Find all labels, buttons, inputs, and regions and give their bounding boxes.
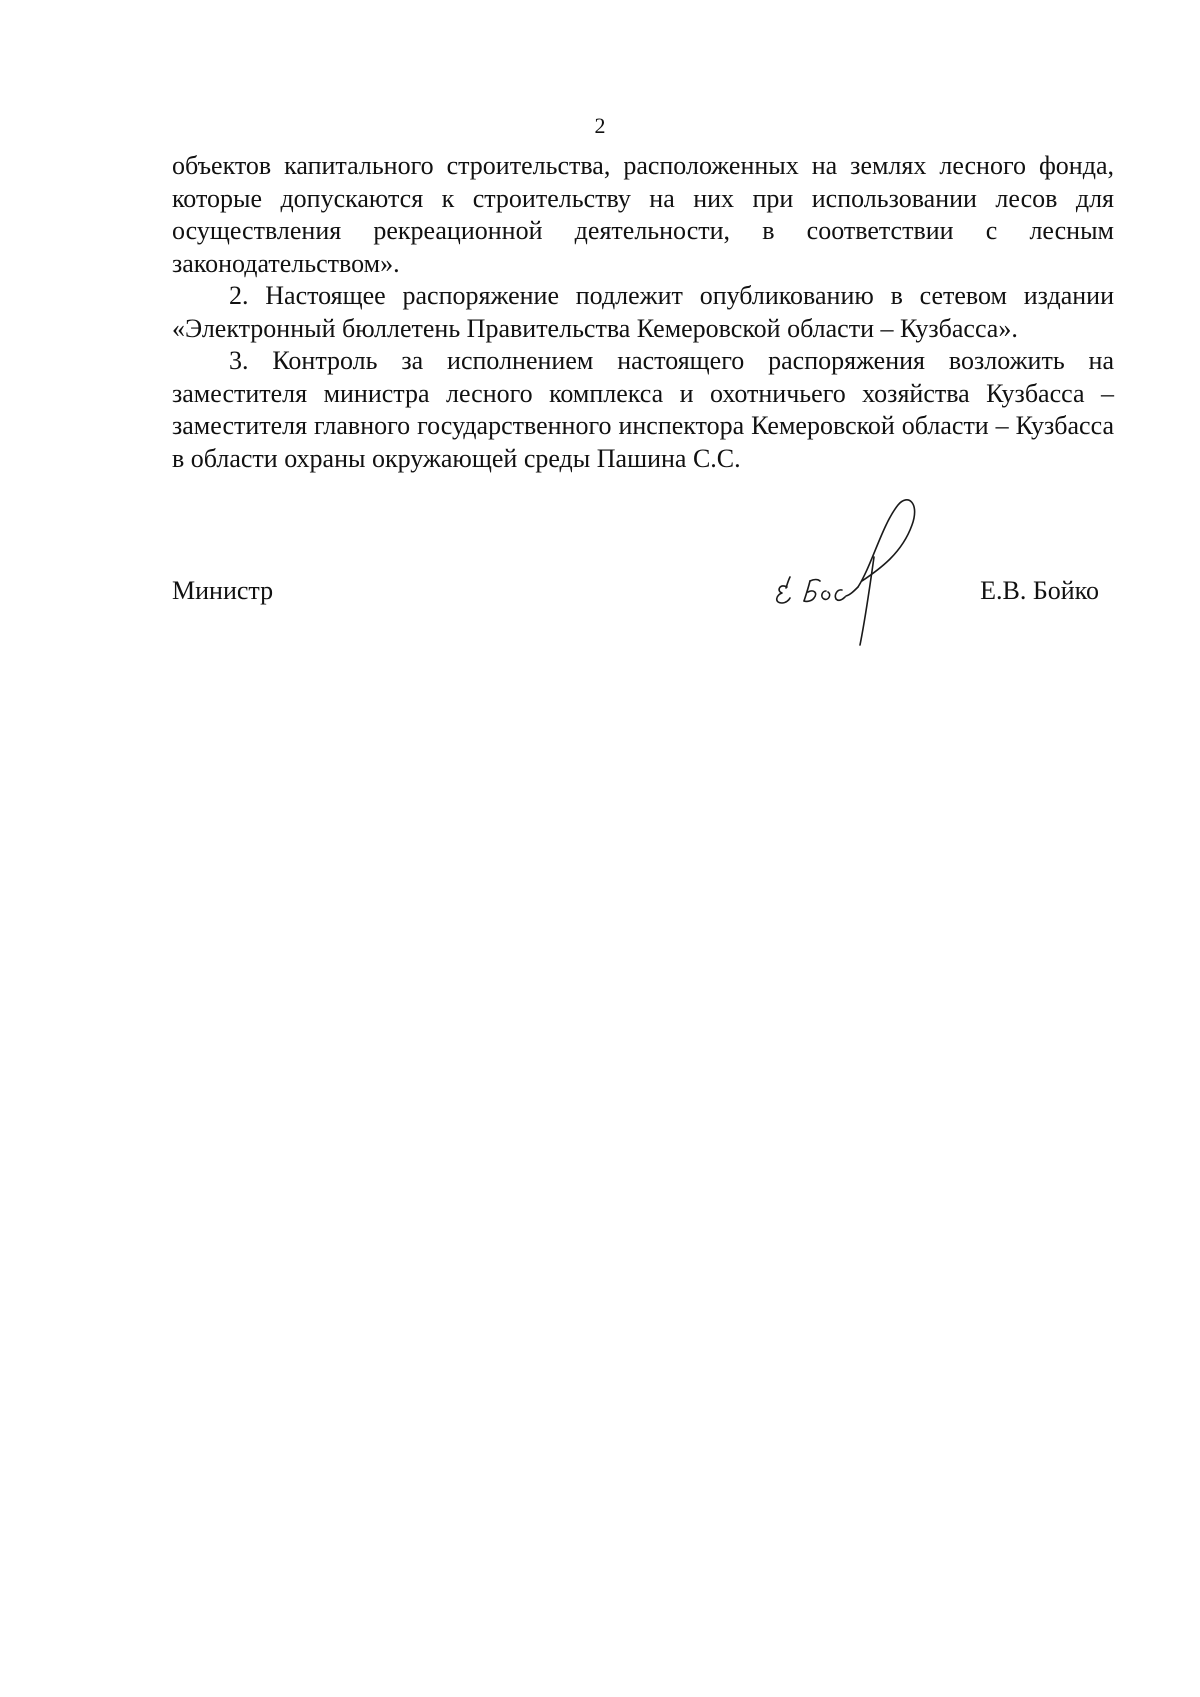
paragraph-continuation: объектов капитального строительства, расположенных на землях лесного фонда, которые допускаются к строительству на них при использовании лесов для осуществления рекреационной деятельности, в соответствии с лесным законодательством». — [172, 151, 1114, 278]
signer-name: Е.В. Бойко — [980, 576, 1099, 605]
page-number: 2 — [594, 113, 606, 138]
handwritten-signature — [762, 495, 962, 665]
paragraph-publication: 2. Настоящее распоряжение подлежит опубликованию в сетевом издании «Электронный бюллетень Правительства Кемеровской области – Кузбасса». — [172, 281, 1114, 343]
paragraph-control: 3. Контроль за исполнением настоящего распоряжения возложить на заместителя министра лесного комплекса и охотничьего хозяйства Кузбасса – заместителя главного государственного инспектора Кемеровской области – Кузбасса в области охраны окружающей среды Пашина С.С. — [172, 346, 1114, 473]
signer-title: Министр — [172, 576, 274, 605]
document-body — [172, 150, 1114, 475]
signature-block — [172, 495, 1114, 675]
